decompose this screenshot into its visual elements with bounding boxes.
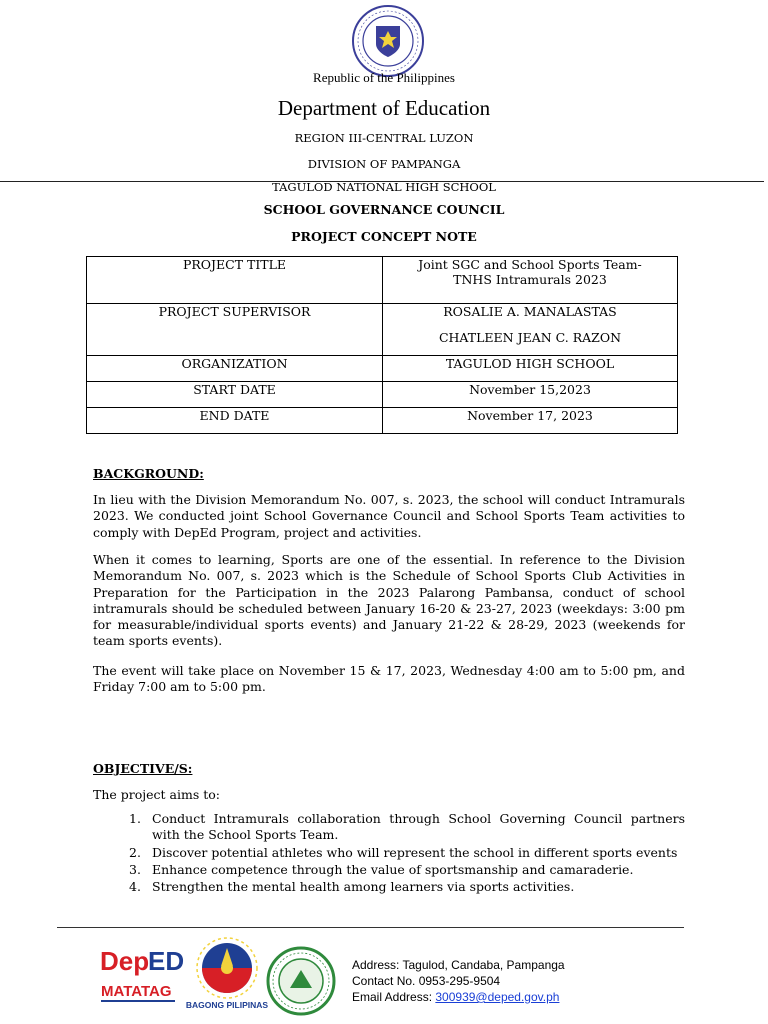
supervisor-1: ROSALIE A. MANALASTAS: [443, 304, 617, 319]
project-title-value: [383, 257, 678, 304]
region-text: REGION III-CENTRAL LUZON: [294, 131, 474, 145]
list-item-text: Enhance competence through the value of sportsmanship and camaraderie.: [152, 861, 634, 877]
organization-label: ORGANIZATION: [87, 356, 383, 382]
list-item: [93, 845, 685, 861]
department-title: Department of Education: [277, 96, 491, 120]
project-info-table: [86, 256, 678, 434]
table-row: [87, 356, 678, 382]
project-title-line1: Joint SGC and School Sports Team-: [418, 257, 642, 272]
objectives-intro: The project aims to:: [93, 787, 220, 802]
list-item-text: Conduct Intramurals collaboration through School Governing Council partners with the School Sports Team.: [152, 811, 685, 843]
table-row: [87, 382, 678, 408]
table-row: [87, 257, 678, 304]
deped-seal-icon: [351, 4, 425, 78]
supervisor-2: CHATLEEN JEAN C. RAZON: [438, 330, 622, 345]
list-item-text: Discover potential athletes who will represent the school in different sports events: [152, 844, 678, 860]
svg-text:BAGONG PILIPINAS: BAGONG PILIPINAS: [185, 1000, 269, 1010]
svg-text:Dep: Dep: [100, 946, 150, 976]
school-name-cut: TAGULOD NATIONAL HIGH SCHOOL: [272, 180, 496, 194]
list-item-number: 3.: [129, 861, 141, 877]
deped-matatag-logo-icon: [100, 940, 185, 1006]
end-date-label: END DATE: [87, 408, 383, 434]
header-divider: [0, 181, 764, 182]
list-item-number: 2.: [129, 844, 141, 860]
email-label: Email Address:: [352, 990, 436, 1004]
division-text: DIVISION OF PAMPANGA: [307, 157, 461, 171]
objectives-heading: OBJECTIVE/S:: [93, 761, 193, 776]
council-title: SCHOOL GOVERNANCE COUNCIL: [263, 202, 505, 217]
table-row: [87, 408, 678, 434]
background-paragraph-3: The event will take place on November 15 & 17, 2023, Wednesday 4:00 am to 5:00 pm, and Friday 7:00 am to 5:00 pm.: [93, 663, 685, 695]
list-item: [93, 811, 685, 844]
svg-text:MATATAG: MATATAG: [101, 983, 172, 1000]
background-heading: BACKGROUND:: [93, 466, 204, 481]
republic-text: Republic of the Philippines: [313, 70, 455, 85]
project-title-label: PROJECT TITLE: [87, 257, 383, 304]
end-date-value: November 17, 2023: [383, 408, 678, 434]
supervisor-value: [383, 304, 678, 356]
list-item-number: 4.: [129, 879, 141, 895]
school-contact: Contact No. 0953-295-9504: [352, 974, 501, 988]
project-title-line2: TNHS Intramurals 2023: [453, 272, 607, 287]
footer-divider: [57, 927, 684, 928]
list-item-number: 1.: [129, 811, 141, 826]
svg-text:ED: ED: [148, 946, 185, 976]
start-date-value: November 15,2023: [383, 382, 678, 408]
list-item-text: Strengthen the mental health among learners via sports activities.: [152, 879, 575, 895]
organization-value: TAGULOD HIGH SCHOOL: [383, 356, 678, 382]
concept-note-title: PROJECT CONCEPT NOTE: [291, 229, 477, 244]
list-item: [93, 862, 685, 878]
tagulod-high-school-seal-icon: [266, 946, 336, 1016]
background-paragraph-2: When it comes to learning, Sports are one of the essential. In reference to the Division Memorandum No. 007, s. 2023 which is the Schedule of School Sports Club Activities in Preparation for the Participation in the 2023 Palarong Pambansa, conduct of school intramurals should be scheduled between January 16-20 & 23-27, 2023 (weekdays: 3:00 pm for measurable/individual sports events) and January 21-22 & 28-29, 2023 (weekends for team sports events).: [93, 552, 685, 649]
background-paragraph-1: In lieu with the Division Memorandum No. 007, s. 2023, the school will conduct Intramurals 2023. We conducted joint School Governance Council and School Sports Team activities to comply with DepEd Program, project and activities.: [93, 492, 685, 540]
start-date-label: START DATE: [87, 382, 383, 408]
school-address: Address: Tagulod, Candaba, Pampanga: [352, 958, 565, 972]
supervisor-label: PROJECT SUPERVISOR: [87, 304, 383, 356]
school-email-line: [352, 990, 559, 1004]
list-item: [93, 879, 685, 895]
email-link[interactable]: 300939@deped.gov.ph: [435, 990, 560, 1004]
objectives-list: [93, 811, 685, 896]
bagong-pilipinas-logo-icon: [185, 936, 269, 1012]
table-row: [87, 304, 678, 356]
